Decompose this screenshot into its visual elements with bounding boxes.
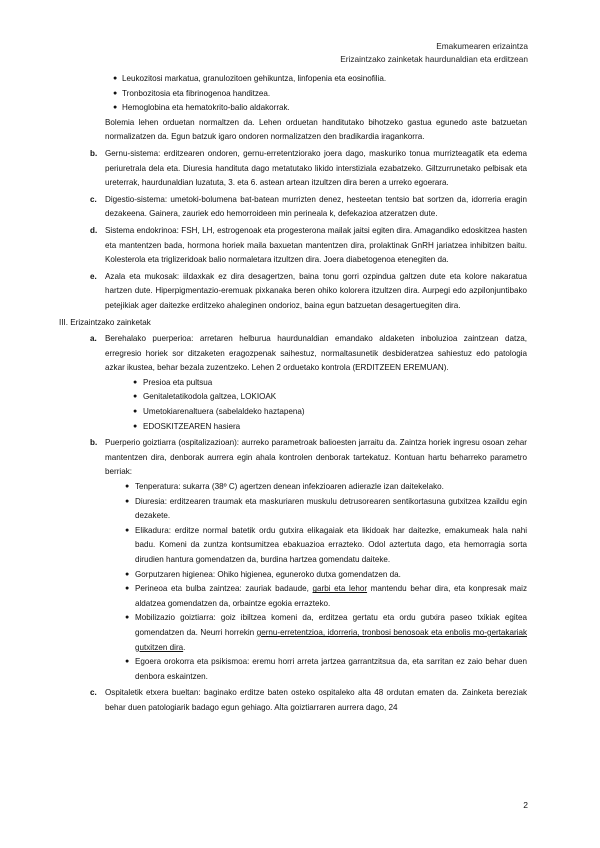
bullet-item: ● Perineoa eta bulba zaintzea: zauriak badaude, garbi eta lehor mantendu behar dira, eta konpresak maiz aldatzea gomendatzen da, orbaintze egokia errazteko. (125, 584, 527, 608)
list-item-etxera: c. Ospitaletik etxera bueltan: baginako erditze baten osteko ospitaleko alta 48 ordutan ematen da. Zainketa bereziak behar duen patologiarik badago egun gehiago. Alta goiztiarraren aurrera dago, 24 (90, 688, 527, 712)
bullet-item: ● Tenperatura: sukarra (38º C) agertzen denean infekzioaren adierazle izan daitekelako. (87, 480, 527, 495)
section-heading: III. Erizaintzako zainketak (59, 317, 151, 327)
bullet-item: ● Elikadura: erditze normal batetik ordu gutxira elikagaiak eta likidoak har daitezke, emakumeak hala nahi badu. Komeni da zuntza kontsumitzea ebakuazioa errazteko. Odol aztertuta dago, eta hemorragia sorta dirudien hantura gomendatzen da, burdina hartzea gomendatu daiteke. (125, 525, 527, 564)
bullet-item: ● Gorputzaren higienea: Ohiko higienea, eguneroko dutxa gomendatzen da. (87, 568, 527, 583)
underlined-text: garbi eta lehor (312, 584, 368, 594)
list-item-azala: e. Azala eta mukosak: iildaxkak ez dira desagertzen, baina tonu gorri ozpindua galtzen dute eta kolore nakaratua hartzen dute. Hiperpigmentazio-eremuak pixkanaka beren ohiko kolorera itzultzen dira. Aurpegi edo azpilonjuntibako petejikiak ager daitezke erditzeko ahaleginen ondorioz, baina egun batzuetan desagertuegiten dira. (90, 271, 527, 310)
bullet-icon: ● (133, 408, 138, 416)
bullet-item: ● Genitaletatikodola galtzea, LOKIOAK (105, 390, 527, 405)
running-header (340, 40, 528, 66)
bullet-item: ● Egoera orokorra eta psikismoa: eremu horri arreta jartzea garrantzitsua da, eta sarritan ez zaio behar duen denbora eskaintzen. (125, 657, 527, 681)
bullet-icon: ● (125, 614, 130, 622)
bullet-icon: ● (125, 570, 130, 578)
bullet-icon: ● (125, 483, 130, 491)
bullet-item: ● Umetokiarenaltuera (sabelaldeko haztapena) (105, 405, 527, 420)
bullet-item: ● Hemoglobina eta hematokrito-balio aldakorrak. (87, 101, 527, 116)
bullet-item: ● Diuresia: erditzearen traumak eta maskuriaren muskulu detrusorearen sentikortasuna gutxitzea kzaildu egin dezakete. (125, 496, 527, 521)
list-item-gernu: b. Gernu-sistema: erditzearen ondoren, gernu-erretentziorako joera dago, maskuriko tonua murrizteagatik eta edema periuretrala dela eta. Diuresia handituta dago metatutako likido interstiziala ezabatzeko. Giltzurrunetako pelbisak eta ureterrak, haurdunaldian luzatuta, 3. eta 6. astean artean itzultzen dira beren a urreko egoerara. (90, 148, 527, 188)
list-item-digestio: c. Digestio-sistema: umetoki-bolumena bat-batean murrizten denez, hesteetan tentsio bat sortzen da, idorreria eragin dezakeena. Gainera, zauriek edo hemorroideen min perineala k, defekazioa atzeratzen dute. (90, 194, 527, 219)
bullet-item: ● Presioa eta pultsua (105, 376, 527, 391)
bullet-icon: ● (133, 378, 138, 386)
header-title: Emakumearen erizaintza (436, 41, 528, 51)
list-item-goiztiarra: b. Puerperio goiztiarra (ospitalizazioan): aurreko parametroak balioesten jarraitu da. Zaintza horiek ingresu osoan zehar mantentzen dira, denborak aurrera egin ahala kontrolen denborak tartekatuz. Kontuan hartu beharreko parametro berriak: (90, 438, 527, 477)
bullet-item: ● Tronbozitosia eta fibrinogenoa handitzea. (87, 87, 527, 102)
bullet-icon: ● (113, 75, 118, 82)
bolemia-paragraph: Bolemia lehen orduetan normaltzen da. Lehen orduetan handitutako bihotzeko gastua egunedo aste batzuetan normalizatzen da. Egun batzuk igaro ondoren normalizatzen den bradikardia iragankorra. (105, 117, 527, 142)
document-body (59, 72, 528, 716)
bullet-item: ● Leukozitosi markatua, granulozitoen gehikuntza, linfopenia eta eosinofilia. (87, 72, 527, 87)
underlined-text: gernu-erretentzioa, idorreria, tronbosi benosoak eta enbolis mo-gertakariak gutxitzen dira (135, 627, 528, 652)
list-item-berehalako: a. Berehalako puerperioa: arretaren helburua haurdunaldian emandako aldaketen inboluzioa zaintzean datza, erregresio horiek sor ditzaketen eragozpenak saihestuz, normaltasunetik desbideratzea sahiestuz edo patologia azkar ikustea, behar bezala zuzentzeko. Lehen 2 orduetako kontrola (ERDITZEEN EREMUAN). (90, 334, 527, 373)
bullet-icon: ● (133, 422, 138, 430)
bullet-icon: ● (125, 526, 130, 534)
bullet-icon: ● (113, 104, 118, 112)
list-item-endokrino: d. Sistema endokrinoa: FSH, LH, estrogenoak eta progesterona mailak jaitsi egiten dira. Amagandiko edoskitzea hasten eta mantentzen bada, hormona horiek maila baxuetan mantentzen dira, prolaktinak GnRH jariatzea inhibitzen baitu. Kolesterola eta triglizeridoak balio normaletara itzultzen dira. Joera diabetogenoa etenegiten da. (90, 225, 527, 265)
bullet-icon: ● (125, 585, 130, 593)
bullet-item: ● EDOSKITZEAREN hasiera (105, 420, 527, 435)
header-subtitle: Erizaintzako zainketak haurdunaldian eta erditzean (340, 54, 528, 64)
bullet-icon: ● (125, 658, 130, 666)
bullet-item: ● Mobilizazio goiztiarra: goiz ibiltzea komeni da, erditzea gertatu eta ordu gutxira paseo txikiak egitea gomendatzen da. Neurri horrekin gernu-erretentzioa, idorreria, tronbosi benosoak eta enbolis mo-gertakariak gutxitzen dira. (125, 613, 528, 652)
bullet-icon: ● (125, 497, 130, 505)
bullet-icon: ● (113, 89, 118, 97)
page-number: 2 (523, 800, 528, 810)
bullet-icon: ● (133, 393, 138, 401)
